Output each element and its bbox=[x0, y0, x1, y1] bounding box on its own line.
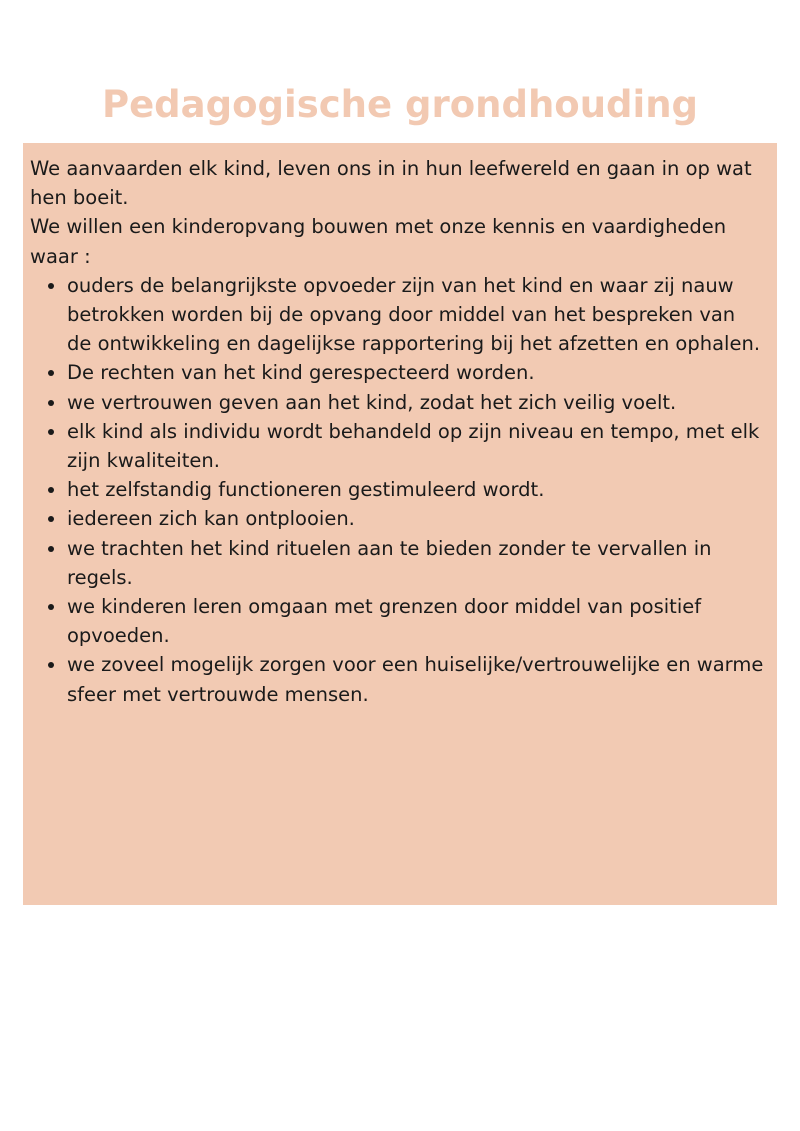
list-item bbox=[30, 504, 777, 533]
bullet-dot-icon bbox=[48, 370, 54, 376]
list-item-line: elk kind als individu wordt behandeld op zijn niveau en tempo, met elk bbox=[67, 419, 760, 443]
page-title: Pedagogische grondhouding bbox=[101, 83, 699, 126]
bullet-dot-icon bbox=[48, 429, 54, 435]
intro-line: We willen een kinderopvang bouwen met onze kennis en vaardigheden bbox=[30, 215, 727, 239]
bullet-dot-icon bbox=[48, 546, 54, 552]
list-item bbox=[30, 358, 777, 387]
bullet-dot-icon bbox=[48, 516, 54, 522]
intro-line: We aanvaarden elk kind, leven ons in in hun leefwereld en gaan in op wat bbox=[30, 157, 752, 180]
bullet-dot-icon bbox=[48, 487, 54, 493]
intro-line: hen boeit. bbox=[30, 186, 129, 210]
list-item-line: opvoeden. bbox=[67, 624, 170, 648]
list-item-line: we trachten het kind rituelen aan te bieden zonder te vervallen in bbox=[67, 536, 712, 560]
list-item-line: we zoveel mogelijk zorgen voor een huiselijke/vertrouwelijke en warme bbox=[67, 653, 764, 677]
list-item bbox=[30, 592, 777, 650]
list-item-line: het zelfstandig functioneren gestimuleerd wordt. bbox=[67, 478, 545, 502]
list-item-line: De rechten van het kind gerespecteerd worden. bbox=[67, 361, 535, 385]
intro-line: waar : bbox=[30, 244, 91, 268]
list-item bbox=[30, 475, 777, 504]
list-item bbox=[30, 650, 777, 708]
list-item-line: ouders de belangrijkste opvoeder zijn van het kind en waar zij nauw bbox=[67, 273, 734, 297]
list-item bbox=[30, 417, 777, 475]
content-box bbox=[23, 143, 777, 905]
list-item-line: betrokken worden bij de opvang door middel van het bespreken van bbox=[67, 303, 736, 327]
bullet-dot-icon bbox=[48, 283, 54, 289]
list-item bbox=[30, 534, 777, 592]
list-item-line: we kinderen leren omgaan met grenzen door middel van positief bbox=[67, 595, 702, 619]
list-item-line: zijn kwaliteiten. bbox=[67, 449, 220, 473]
list-item-line: de ontwikkeling en dagelijkse rapportering bij het afzetten en ophalen. bbox=[67, 332, 761, 356]
list-item bbox=[30, 388, 777, 417]
bullet-dot-icon bbox=[48, 400, 54, 406]
bullet-dot-icon bbox=[48, 662, 54, 668]
bullet-list bbox=[30, 271, 777, 709]
list-item-line: regels. bbox=[67, 565, 133, 589]
list-item bbox=[30, 271, 777, 359]
list-item-line: iedereen zich kan ontplooien. bbox=[67, 507, 355, 531]
bullet-dot-icon bbox=[48, 604, 54, 610]
list-item-line: sfeer met vertrouwde mensen. bbox=[67, 682, 369, 706]
list-item-line: we vertrouwen geven aan het kind, zodat het zich veilig voelt. bbox=[67, 390, 677, 414]
